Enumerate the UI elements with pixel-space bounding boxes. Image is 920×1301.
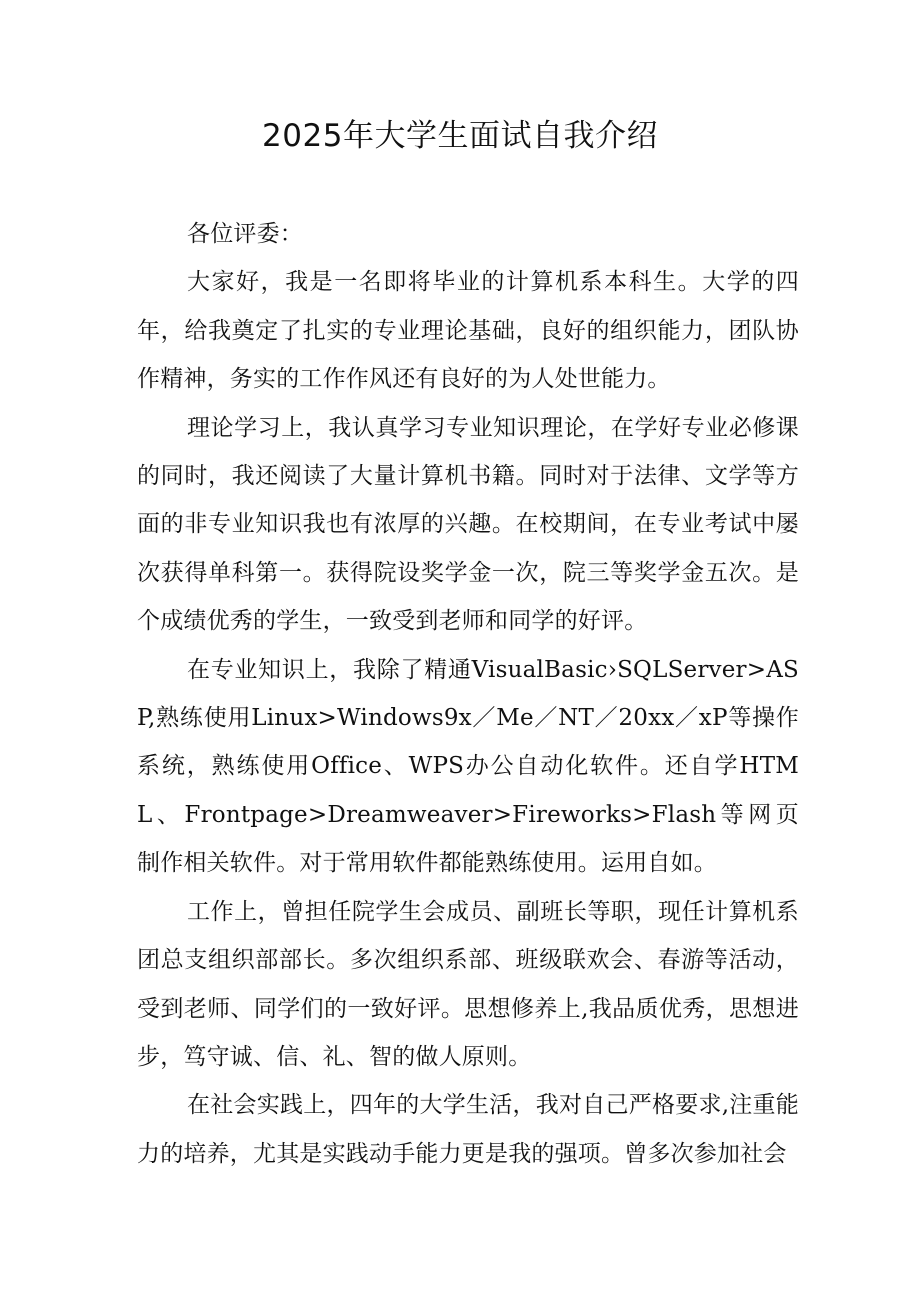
page-title: 2025年大学生面试自我介绍: [262, 118, 658, 154]
paragraph-study: 理论学习上，我认真学习专业知识理论，在学好专业必修课的同时，我还阅读了大量计算机书籍。同时对于法律、文学等方面的非专业知识我也有浓厚的兴趣。在校期间，在专业考试中屡次获得单科第一。获得院设奖学金一次，院三等奖学金五次。是个成绩优秀的学生，一致受到老师和同学的好评。: [137, 414, 799, 635]
document-body: [137, 210, 799, 1178]
paragraph-practice: 在社会实践上，四年的大学生活，我对自己严格要求,注重能力的培养，尤其是实践动手能力更是我的强项。曾多次参加社会: [137, 1092, 799, 1167]
salutation: 各位评委：: [187, 221, 303, 247]
paragraph-skills: 在专业知识上，我除了精通VisualBasic›SQLServer>ASP,熟练使用Linux>Windows9x／Me／NT／20xx／xP等操作系统，熟练使用Office、WPS办公自动化软件。还自学HTML、Frontpage>Dreamweaver>Fireworks>Flash等网页制作相关软件。对于常用软件都能熟练使用。运用自如。: [137, 656, 799, 877]
paragraph-work: 工作上，曾担任院学生会成员、副班长等职，现任计算机系团总支组织部部长。多次组织系部、班级联欢会、春游等活动，受到老师、同学们的一致好评。思想修养上,我品质优秀，思想进步，笃守诚、信、礼、智的做人原则。: [137, 898, 799, 1070]
paragraph-introduction: 大家好，我是一名即将毕业的计算机系本科生。大学的四年，给我奠定了扎实的专业理论基础，良好的组织能力，团队协作精神，务实的工作作风还有良好的为人处世能力。: [137, 269, 799, 393]
